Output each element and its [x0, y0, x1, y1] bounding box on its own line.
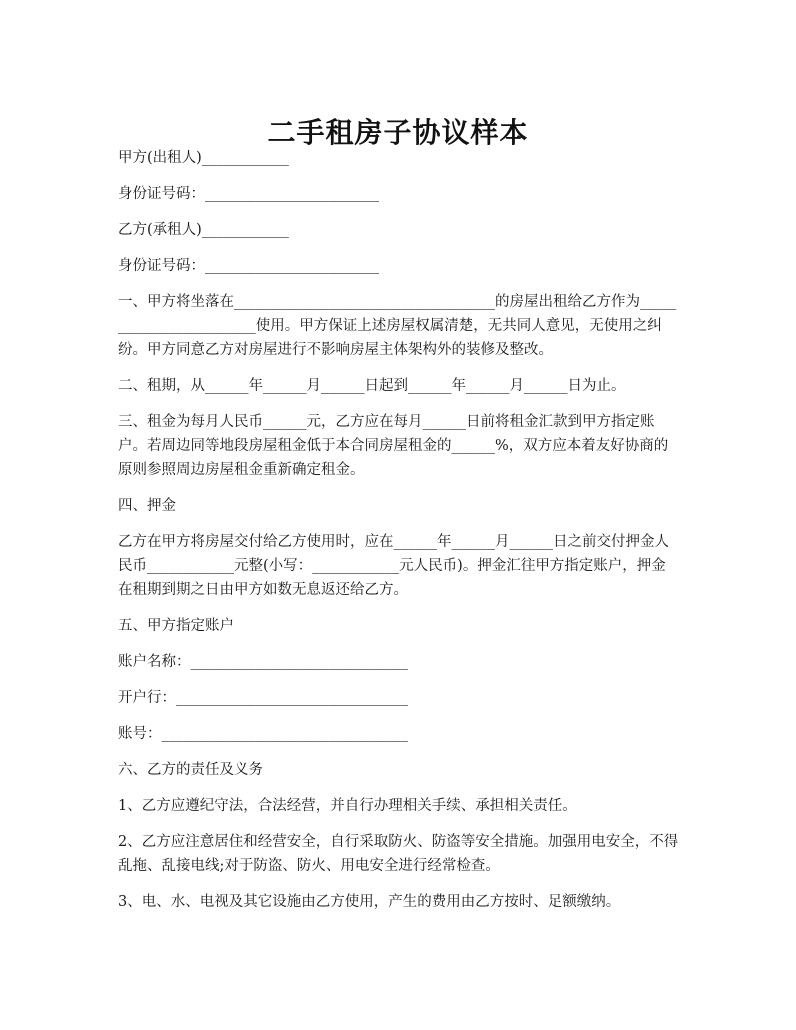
lessor-id-line: 身份证号码：________________________: [118, 186, 379, 202]
bank-line: 开户行：________________________________: [118, 690, 408, 706]
clause-4-deposit: 乙方在甲方将房屋交付给乙方使用时，应在______年______月______日之前交付押金人民币____________元整(小写：____________元人民币)。押金汇往甲方指定账户，押金在租期到期之日由甲方如数无息返还给乙方。: [118, 534, 669, 598]
document-body: [118, 146, 680, 926]
clause-2-term: 二、租期，从______年______月______日起到______年______月______日为止。: [118, 378, 626, 394]
lessee-id-line: 身份证号码：________________________: [118, 258, 379, 274]
duty-1: 1、乙方应遵纪守法，合法经营，并自行办理相关手续、承担相关责任。: [118, 798, 577, 814]
duty-3: 3、电、水、电视及其它设施由乙方使用，产生的费用由乙方按时、足额缴纳。: [118, 894, 621, 910]
clause-4-heading: 四、押金: [118, 498, 176, 514]
lessee-line: 乙方(承租人)____________: [118, 222, 289, 238]
clause-6-heading: 六、乙方的责任及义务: [118, 762, 263, 778]
clause-5-heading: 五、甲方指定账户: [118, 618, 234, 634]
clause-3-rent: 三、租金为每月人民币______元，乙方应在每月______日前将租金汇款到甲方指定账户。若周边同等地段房屋租金低于本合同房屋租金的______%，双方应本着友好协商的原则参照周边房屋租金重新确定租金。: [118, 414, 669, 478]
account-number-line: 账号：__________________________________: [118, 726, 408, 742]
account-name-line: 账户名称：______________________________: [118, 654, 408, 670]
document-title: 二手租房子协议样本: [267, 115, 529, 149]
lessor-line: 甲方(出租人)____________: [118, 150, 289, 166]
duty-2: 2、乙方应注意居住和经营安全，自行采取防火、防盗等安全措施。加强用电安全，不得乱拖、乱接电线;对于防盗、防火、用电安全进行经常检查。: [118, 834, 679, 874]
clause-1-property: 一、甲方将坐落在____________________________________的房屋出租给乙方作为________________________使用。甲方保证上述房屋权属清楚，无共同人意见，无使用之纠纷。甲方同意乙方对房屋进行不影响房屋主体架构外的装修及整改。: [118, 294, 677, 358]
